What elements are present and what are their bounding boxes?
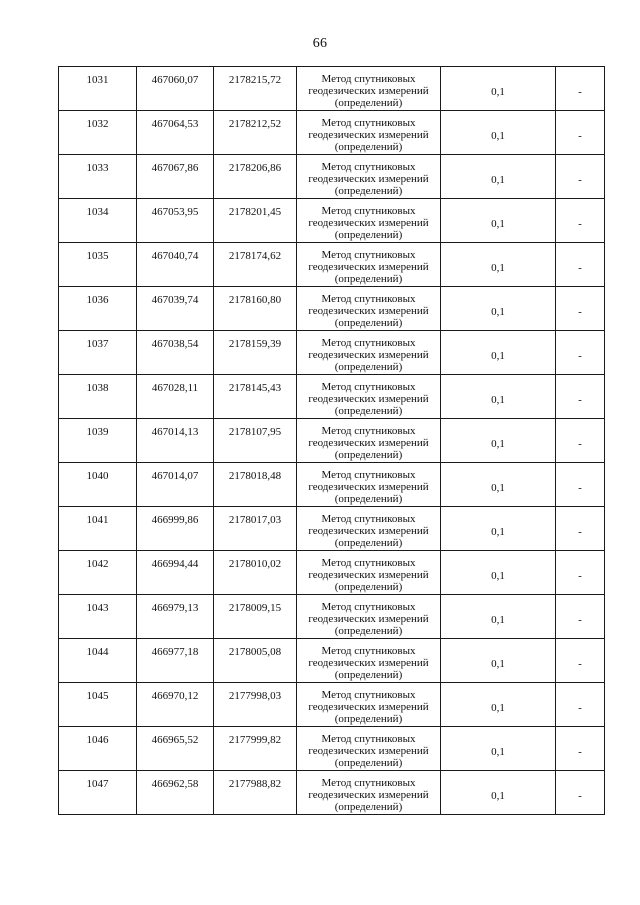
method-line: геодезических измерений bbox=[308, 85, 429, 97]
method-line: (определений) bbox=[334, 713, 403, 725]
accuracy-cell: 0,1 bbox=[441, 683, 556, 727]
y-coordinate-cell: 2178206,86 bbox=[214, 155, 297, 199]
description-cell: - bbox=[556, 507, 605, 551]
point-number-cell: 1047 bbox=[59, 771, 137, 815]
point-number-cell: 1043 bbox=[59, 595, 137, 639]
method-line: (определений) bbox=[334, 273, 403, 285]
method-line: Метод спутниковых bbox=[321, 161, 416, 173]
x-coordinate-cell: 467028,11 bbox=[137, 375, 214, 419]
accuracy-cell: 0,1 bbox=[441, 771, 556, 815]
y-coordinate-cell: 2178174,62 bbox=[214, 243, 297, 287]
point-number-cell: 1041 bbox=[59, 507, 137, 551]
point-number-cell: 1037 bbox=[59, 331, 137, 375]
accuracy-cell: 0,1 bbox=[441, 199, 556, 243]
method-line: геодезических измерений bbox=[308, 789, 429, 801]
description-cell: - bbox=[556, 639, 605, 683]
x-coordinate-cell: 466965,52 bbox=[137, 727, 214, 771]
method-line: (определений) bbox=[334, 581, 403, 593]
y-coordinate-cell: 2178201,45 bbox=[214, 199, 297, 243]
point-number-cell: 1038 bbox=[59, 375, 137, 419]
method-line: (определений) bbox=[334, 757, 403, 769]
accuracy-cell: 0,1 bbox=[441, 507, 556, 551]
accuracy-cell: 0,1 bbox=[441, 155, 556, 199]
method-line: (определений) bbox=[334, 141, 403, 153]
x-coordinate-cell: 466979,13 bbox=[137, 595, 214, 639]
accuracy-cell: 0,1 bbox=[441, 67, 556, 111]
x-coordinate-cell: 467040,74 bbox=[137, 243, 214, 287]
accuracy-cell: 0,1 bbox=[441, 639, 556, 683]
x-coordinate-cell: 466994,44 bbox=[137, 551, 214, 595]
method-line: Метод спутниковых bbox=[321, 689, 416, 701]
x-coordinate-cell: 466962,58 bbox=[137, 771, 214, 815]
method-line: Метод спутниковых bbox=[321, 381, 416, 393]
method-line: (определений) bbox=[334, 185, 403, 197]
x-coordinate-cell: 466977,18 bbox=[137, 639, 214, 683]
accuracy-cell: 0,1 bbox=[441, 331, 556, 375]
description-cell: - bbox=[556, 419, 605, 463]
method-cell bbox=[297, 111, 441, 155]
method-line: (определений) bbox=[334, 801, 403, 813]
method-line: геодезических измерений bbox=[308, 525, 429, 537]
description-cell: - bbox=[556, 243, 605, 287]
method-cell bbox=[297, 507, 441, 551]
y-coordinate-cell: 2178160,80 bbox=[214, 287, 297, 331]
method-line: Метод спутниковых bbox=[321, 337, 416, 349]
method-line: Метод спутниковых bbox=[321, 557, 416, 569]
table-row bbox=[59, 67, 605, 111]
point-number-cell: 1031 bbox=[59, 67, 137, 111]
method-cell bbox=[297, 243, 441, 287]
method-line: геодезических измерений bbox=[308, 129, 429, 141]
y-coordinate-cell: 2178010,02 bbox=[214, 551, 297, 595]
method-line: (определений) bbox=[334, 669, 403, 681]
method-cell bbox=[297, 727, 441, 771]
description-cell: - bbox=[556, 595, 605, 639]
accuracy-cell: 0,1 bbox=[441, 243, 556, 287]
method-line: (определений) bbox=[334, 317, 403, 329]
description-cell: - bbox=[556, 155, 605, 199]
table-row bbox=[59, 507, 605, 551]
method-line: геодезических измерений bbox=[308, 613, 429, 625]
accuracy-cell: 0,1 bbox=[441, 419, 556, 463]
coordinates-table bbox=[58, 66, 605, 815]
method-line: Метод спутниковых bbox=[321, 249, 416, 261]
x-coordinate-cell: 467039,74 bbox=[137, 287, 214, 331]
method-line: Метод спутниковых bbox=[321, 73, 416, 85]
point-number-cell: 1039 bbox=[59, 419, 137, 463]
method-line: Метод спутниковых bbox=[321, 425, 416, 437]
method-cell bbox=[297, 771, 441, 815]
point-number-cell: 1046 bbox=[59, 727, 137, 771]
y-coordinate-cell: 2177988,82 bbox=[214, 771, 297, 815]
accuracy-cell: 0,1 bbox=[441, 463, 556, 507]
y-coordinate-cell: 2178145,43 bbox=[214, 375, 297, 419]
method-line: Метод спутниковых bbox=[321, 205, 416, 217]
point-number-cell: 1035 bbox=[59, 243, 137, 287]
table-row bbox=[59, 111, 605, 155]
point-number-cell: 1036 bbox=[59, 287, 137, 331]
method-line: (определений) bbox=[334, 537, 403, 549]
table-row bbox=[59, 683, 605, 727]
table-row bbox=[59, 595, 605, 639]
accuracy-cell: 0,1 bbox=[441, 595, 556, 639]
method-cell bbox=[297, 155, 441, 199]
method-cell bbox=[297, 419, 441, 463]
description-cell: - bbox=[556, 199, 605, 243]
method-line: Метод спутниковых bbox=[321, 513, 416, 525]
method-line: геодезических измерений bbox=[308, 305, 429, 317]
method-cell bbox=[297, 199, 441, 243]
method-line: Метод спутниковых bbox=[321, 469, 416, 481]
point-number-cell: 1032 bbox=[59, 111, 137, 155]
x-coordinate-cell: 467053,95 bbox=[137, 199, 214, 243]
method-line: Метод спутниковых bbox=[321, 601, 416, 613]
point-number-cell: 1040 bbox=[59, 463, 137, 507]
description-cell: - bbox=[556, 727, 605, 771]
accuracy-cell: 0,1 bbox=[441, 111, 556, 155]
description-cell: - bbox=[556, 375, 605, 419]
x-coordinate-cell: 467014,13 bbox=[137, 419, 214, 463]
method-cell bbox=[297, 551, 441, 595]
accuracy-cell: 0,1 bbox=[441, 727, 556, 771]
description-cell: - bbox=[556, 551, 605, 595]
method-line: геодезических измерений bbox=[308, 481, 429, 493]
description-cell: - bbox=[556, 771, 605, 815]
table-row bbox=[59, 199, 605, 243]
method-line: геодезических измерений bbox=[308, 349, 429, 361]
table-row bbox=[59, 419, 605, 463]
table-row bbox=[59, 727, 605, 771]
table-row bbox=[59, 287, 605, 331]
method-line: (определений) bbox=[334, 625, 403, 637]
method-cell bbox=[297, 463, 441, 507]
accuracy-cell: 0,1 bbox=[441, 287, 556, 331]
y-coordinate-cell: 2178159,39 bbox=[214, 331, 297, 375]
y-coordinate-cell: 2177998,03 bbox=[214, 683, 297, 727]
point-number-cell: 1042 bbox=[59, 551, 137, 595]
x-coordinate-cell: 467014,07 bbox=[137, 463, 214, 507]
table-row bbox=[59, 639, 605, 683]
method-line: (определений) bbox=[334, 229, 403, 241]
method-line: геодезических измерений bbox=[308, 569, 429, 581]
y-coordinate-cell: 2178017,03 bbox=[214, 507, 297, 551]
y-coordinate-cell: 2178107,95 bbox=[214, 419, 297, 463]
table-row bbox=[59, 463, 605, 507]
accuracy-cell: 0,1 bbox=[441, 375, 556, 419]
y-coordinate-cell: 2178215,72 bbox=[214, 67, 297, 111]
method-line: Метод спутниковых bbox=[321, 645, 416, 657]
method-line: геодезических измерений bbox=[308, 173, 429, 185]
method-line: (определений) bbox=[334, 405, 403, 417]
x-coordinate-cell: 467060,07 bbox=[137, 67, 214, 111]
table-row bbox=[59, 551, 605, 595]
table-row bbox=[59, 155, 605, 199]
x-coordinate-cell: 466970,12 bbox=[137, 683, 214, 727]
method-cell bbox=[297, 67, 441, 111]
method-line: геодезических измерений bbox=[308, 261, 429, 273]
description-cell: - bbox=[556, 287, 605, 331]
point-number-cell: 1045 bbox=[59, 683, 137, 727]
point-number-cell: 1033 bbox=[59, 155, 137, 199]
y-coordinate-cell: 2178018,48 bbox=[214, 463, 297, 507]
point-number-cell: 1034 bbox=[59, 199, 137, 243]
x-coordinate-cell: 467064,53 bbox=[137, 111, 214, 155]
method-cell bbox=[297, 287, 441, 331]
x-coordinate-cell: 466999,86 bbox=[137, 507, 214, 551]
page-number: 66 bbox=[312, 36, 328, 51]
description-cell: - bbox=[556, 331, 605, 375]
method-cell bbox=[297, 331, 441, 375]
table-row bbox=[59, 243, 605, 287]
method-line: геодезических измерений bbox=[308, 657, 429, 669]
coordinates-table-body bbox=[59, 67, 605, 815]
x-coordinate-cell: 467038,54 bbox=[137, 331, 214, 375]
y-coordinate-cell: 2178212,52 bbox=[214, 111, 297, 155]
y-coordinate-cell: 2178009,15 bbox=[214, 595, 297, 639]
table-row bbox=[59, 771, 605, 815]
description-cell: - bbox=[556, 463, 605, 507]
y-coordinate-cell: 2177999,82 bbox=[214, 727, 297, 771]
y-coordinate-cell: 2178005,08 bbox=[214, 639, 297, 683]
method-line: Метод спутниковых bbox=[321, 777, 416, 789]
table-row bbox=[59, 331, 605, 375]
point-number-cell: 1044 bbox=[59, 639, 137, 683]
method-line: (определений) bbox=[334, 97, 403, 109]
method-cell bbox=[297, 375, 441, 419]
method-line: геодезических измерений bbox=[308, 393, 429, 405]
method-line: (определений) bbox=[334, 493, 403, 505]
method-line: геодезических измерений bbox=[308, 437, 429, 449]
method-cell bbox=[297, 683, 441, 727]
method-line: (определений) bbox=[334, 449, 403, 461]
method-cell bbox=[297, 595, 441, 639]
table-row bbox=[59, 375, 605, 419]
x-coordinate-cell: 467067,86 bbox=[137, 155, 214, 199]
method-cell bbox=[297, 639, 441, 683]
method-line: Метод спутниковых bbox=[321, 733, 416, 745]
method-line: геодезических измерений bbox=[308, 745, 429, 757]
accuracy-cell: 0,1 bbox=[441, 551, 556, 595]
method-line: геодезических измерений bbox=[308, 217, 429, 229]
method-line: Метод спутниковых bbox=[321, 117, 416, 129]
description-cell: - bbox=[556, 67, 605, 111]
description-cell: - bbox=[556, 683, 605, 727]
method-line: (определений) bbox=[334, 361, 403, 373]
method-line: Метод спутниковых bbox=[321, 293, 416, 305]
description-cell: - bbox=[556, 111, 605, 155]
method-line: геодезических измерений bbox=[308, 701, 429, 713]
